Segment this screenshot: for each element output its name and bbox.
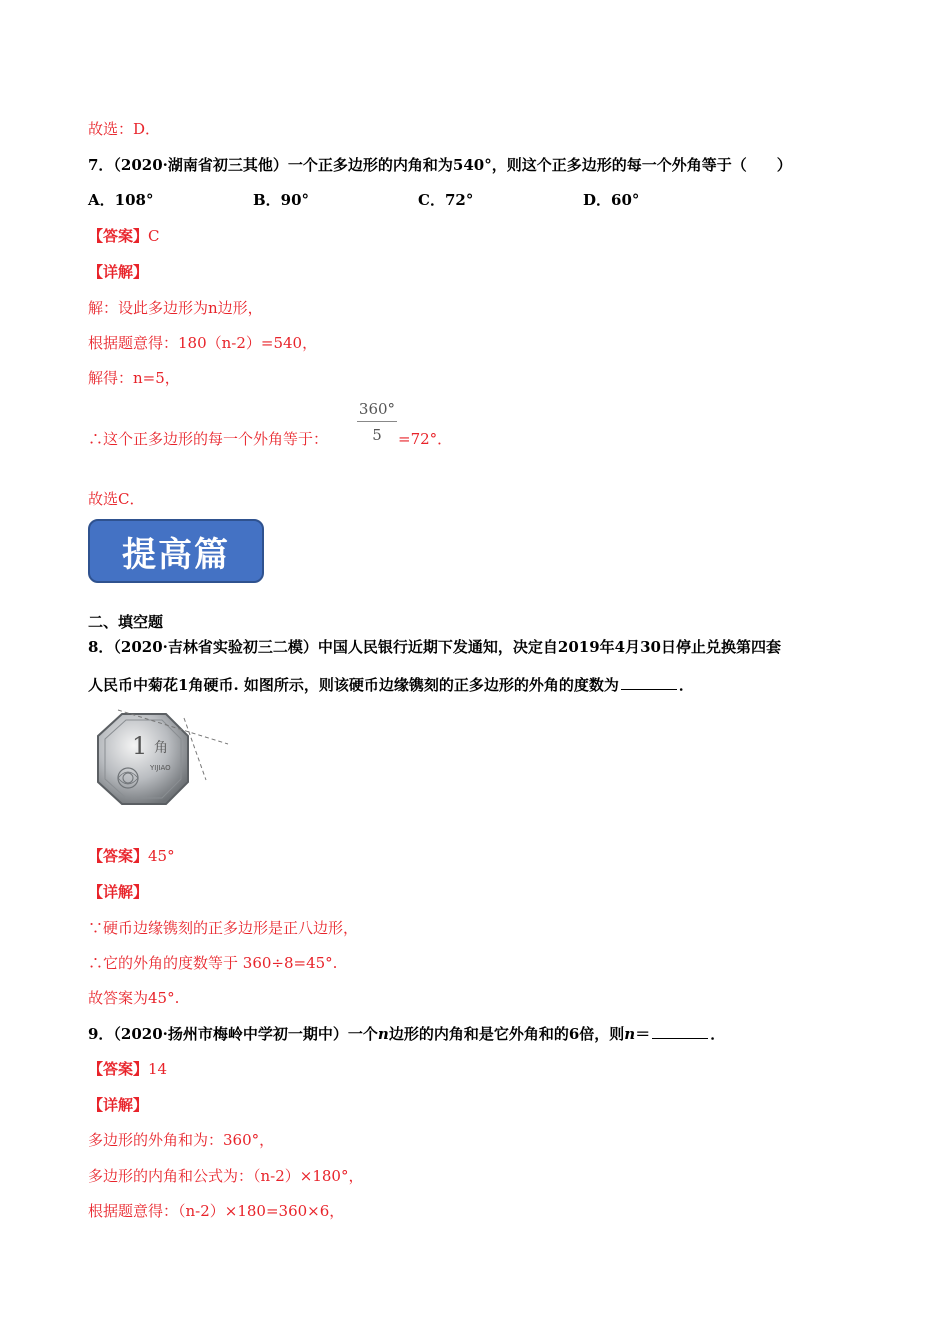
solution-8-line-2: ∴它的外角的度数等于 360÷8=45°. bbox=[88, 954, 338, 972]
answer-9 bbox=[88, 1058, 167, 1079]
solution-7-result: =72°． bbox=[398, 430, 453, 448]
solution-7-line-3: 解得：n=5， bbox=[88, 369, 180, 387]
solution-9-line-2: 多边形的内角和公式为：（n-2）×180°， bbox=[88, 1167, 364, 1185]
equals-sign: ＝ bbox=[635, 1025, 651, 1043]
question-9-text: 9．（2020·扬州市梅岭中学初一期中）一个 bbox=[88, 1025, 378, 1043]
blank-line bbox=[621, 689, 677, 690]
question-8-text: 人民币中菊花1角硬币. 如图所示，则该硬币边缘镌刻的正多边形的外角的度数为 bbox=[88, 676, 619, 694]
section-banner bbox=[88, 519, 264, 583]
solution-7-line-2: 根据题意得：180（n-2）=540， bbox=[88, 334, 318, 352]
answer-8 bbox=[88, 845, 175, 866]
detail-label-9: 【详解】 bbox=[88, 1096, 149, 1114]
solution-9-line-3: 根据题意得：（n-2）×180=360×6， bbox=[88, 1202, 345, 1220]
answer-select-c: 故选C． bbox=[88, 490, 145, 508]
fraction-numerator: 360° bbox=[357, 400, 397, 422]
blank-line bbox=[652, 1038, 708, 1039]
coin-pinyin: YIJIAO bbox=[150, 764, 171, 772]
question-8-end: ． bbox=[678, 676, 694, 694]
fraction-360-over-5 bbox=[357, 400, 397, 444]
banner-title: 提高篇 bbox=[122, 534, 230, 575]
answer-7 bbox=[88, 225, 160, 246]
detail-label-8: 【详解】 bbox=[88, 883, 149, 901]
answer-value: C bbox=[148, 227, 160, 245]
answer-value: 45° bbox=[148, 847, 175, 865]
fraction-denominator: 5 bbox=[372, 426, 382, 444]
detail-label-7: 【详解】 bbox=[88, 263, 149, 281]
question-9-mid: 边形的内角和是它外角和的6倍，则 bbox=[388, 1025, 625, 1043]
question-8-line-2 bbox=[88, 674, 694, 695]
question-7: 7．（2020·湖南省初三其他）一个正多边形的内角和为540°，则这个正多边形的每一个外角等于（ ） bbox=[88, 156, 792, 174]
variable-n: n bbox=[624, 1025, 636, 1043]
answer-label: 【答案】 bbox=[88, 1060, 149, 1078]
question-9 bbox=[88, 1023, 725, 1044]
option-a: A．108° bbox=[88, 191, 154, 209]
section-heading: 二、填空题 bbox=[88, 613, 164, 631]
coin-character: 角 bbox=[154, 740, 168, 756]
answer-label: 【答案】 bbox=[88, 847, 149, 865]
coin-numeral: 1 bbox=[132, 732, 148, 760]
solution-8-line-3: 故答案为45°. bbox=[88, 989, 180, 1007]
solution-7-line-1: 解：设此多边形为n边形， bbox=[88, 299, 263, 317]
question-9-end: ． bbox=[710, 1025, 726, 1043]
coin-image bbox=[88, 708, 238, 813]
solution-7-line-4: ∴这个正多边形的每一个外角等于： bbox=[88, 430, 329, 448]
answer-label: 【答案】 bbox=[88, 227, 149, 245]
answer-value: 14 bbox=[148, 1060, 168, 1078]
solution-9-line-1: 多边形的外角和为：360°， bbox=[88, 1131, 275, 1149]
answer-select-d: 故选：D． bbox=[88, 120, 161, 138]
option-b: B．90° bbox=[253, 191, 310, 209]
question-8-line-1: 8．（2020·吉林省实验初三二模）中国人民银行近期下发通知，决定自2019年4月30日停止兑换第四套 bbox=[88, 638, 781, 656]
option-d: D．60° bbox=[583, 191, 640, 209]
variable-n: n bbox=[377, 1025, 389, 1043]
option-c: C．72° bbox=[418, 191, 474, 209]
solution-8-line-1: ∵硬币边缘镌刻的正多边形是正八边形， bbox=[88, 919, 359, 937]
